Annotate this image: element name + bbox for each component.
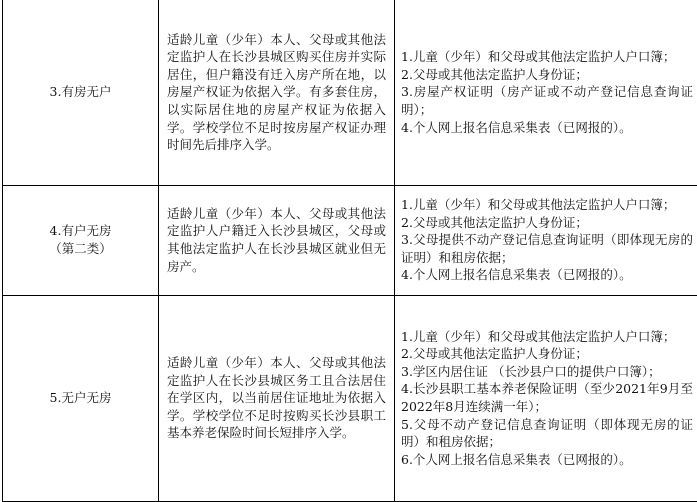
- document-item: 6.个人网上报名信息采集表（已网报的）。: [401, 451, 693, 469]
- document-item: 1.儿童（少年）和父母或其他法定监护人户口簿；: [401, 196, 693, 214]
- document-item: 2.父母或其他法定监护人身份证；: [401, 66, 693, 84]
- enrollment-requirements-table: [2, 0, 697, 502]
- document-item: 4.个人网上报名信息采集表（已网报的）。: [401, 119, 693, 137]
- condition-cell: 适龄儿童（少年）本人、父母或其他法定监护人户籍迁入长沙县城区，父母或其他法定监护人在长沙县城区就业但无房产。: [159, 185, 395, 295]
- document-item: 5.父母不动产登记信息查询证明（即体现无房的证明）和租房依据；: [401, 416, 693, 451]
- documents-cell: [395, 185, 697, 295]
- document-item: 1.儿童（少年）和父母或其他法定监护人户口簿；: [401, 48, 693, 66]
- category-cell: [3, 0, 159, 185]
- document-item: 3.父母提供不动产登记信息查询证明（即体现无房的证明）和租房依据；: [401, 231, 693, 266]
- document-item: 4.长沙县职工基本养老保险证明（至少2021年9月至2022年8月连续满一年）；: [401, 380, 693, 415]
- document-item: 2.父母或其他法定监护人身份证；: [401, 345, 693, 363]
- document-item: 2.父母或其他法定监护人身份证；: [401, 214, 693, 232]
- documents-cell: [395, 295, 697, 501]
- category-cell: [3, 185, 159, 295]
- category-label: 4.有户无房: [9, 222, 152, 240]
- table-row: [3, 0, 697, 185]
- condition-cell: 适龄儿童（少年）本人、父母或其他法定监护人在长沙县城区购买住房并实际居住，但户籍没有迁入房产所在地，以房屋产权证为依据入学。有多套住房，以实际居住地的房屋产权证为依据入学。学校学位不足时按房屋产权证办理时间先后排序入学。: [159, 0, 395, 185]
- condition-cell: 适龄儿童（少年）本人、父母或其他法定监护人在长沙县城区务工且合法居住在学区内，以当前居住证地址为依据入学。学校学位不足时按购买长沙县职工基本养老保险时间长短排序入学。: [159, 295, 395, 501]
- category-sublabel: （第二类）: [9, 240, 152, 258]
- documents-cell: [395, 0, 697, 185]
- category-label: 5.无户无房: [9, 389, 152, 407]
- table-row: [3, 295, 697, 501]
- document-item: 3.房屋产权证明（房产证或不动产登记信息查询证明）；: [401, 83, 693, 118]
- document-item: 1.儿童（少年）和父母或其他法定监护人户口簿；: [401, 328, 693, 346]
- category-label: 3.有房无户: [9, 83, 152, 101]
- document-item: 4.个人网上报名信息采集表（已网报的）。: [401, 266, 693, 284]
- document-item: 3.学区内居住证 （长沙县户口的提供户口簿）；: [401, 363, 693, 381]
- category-cell: [3, 295, 159, 501]
- table-row: [3, 185, 697, 295]
